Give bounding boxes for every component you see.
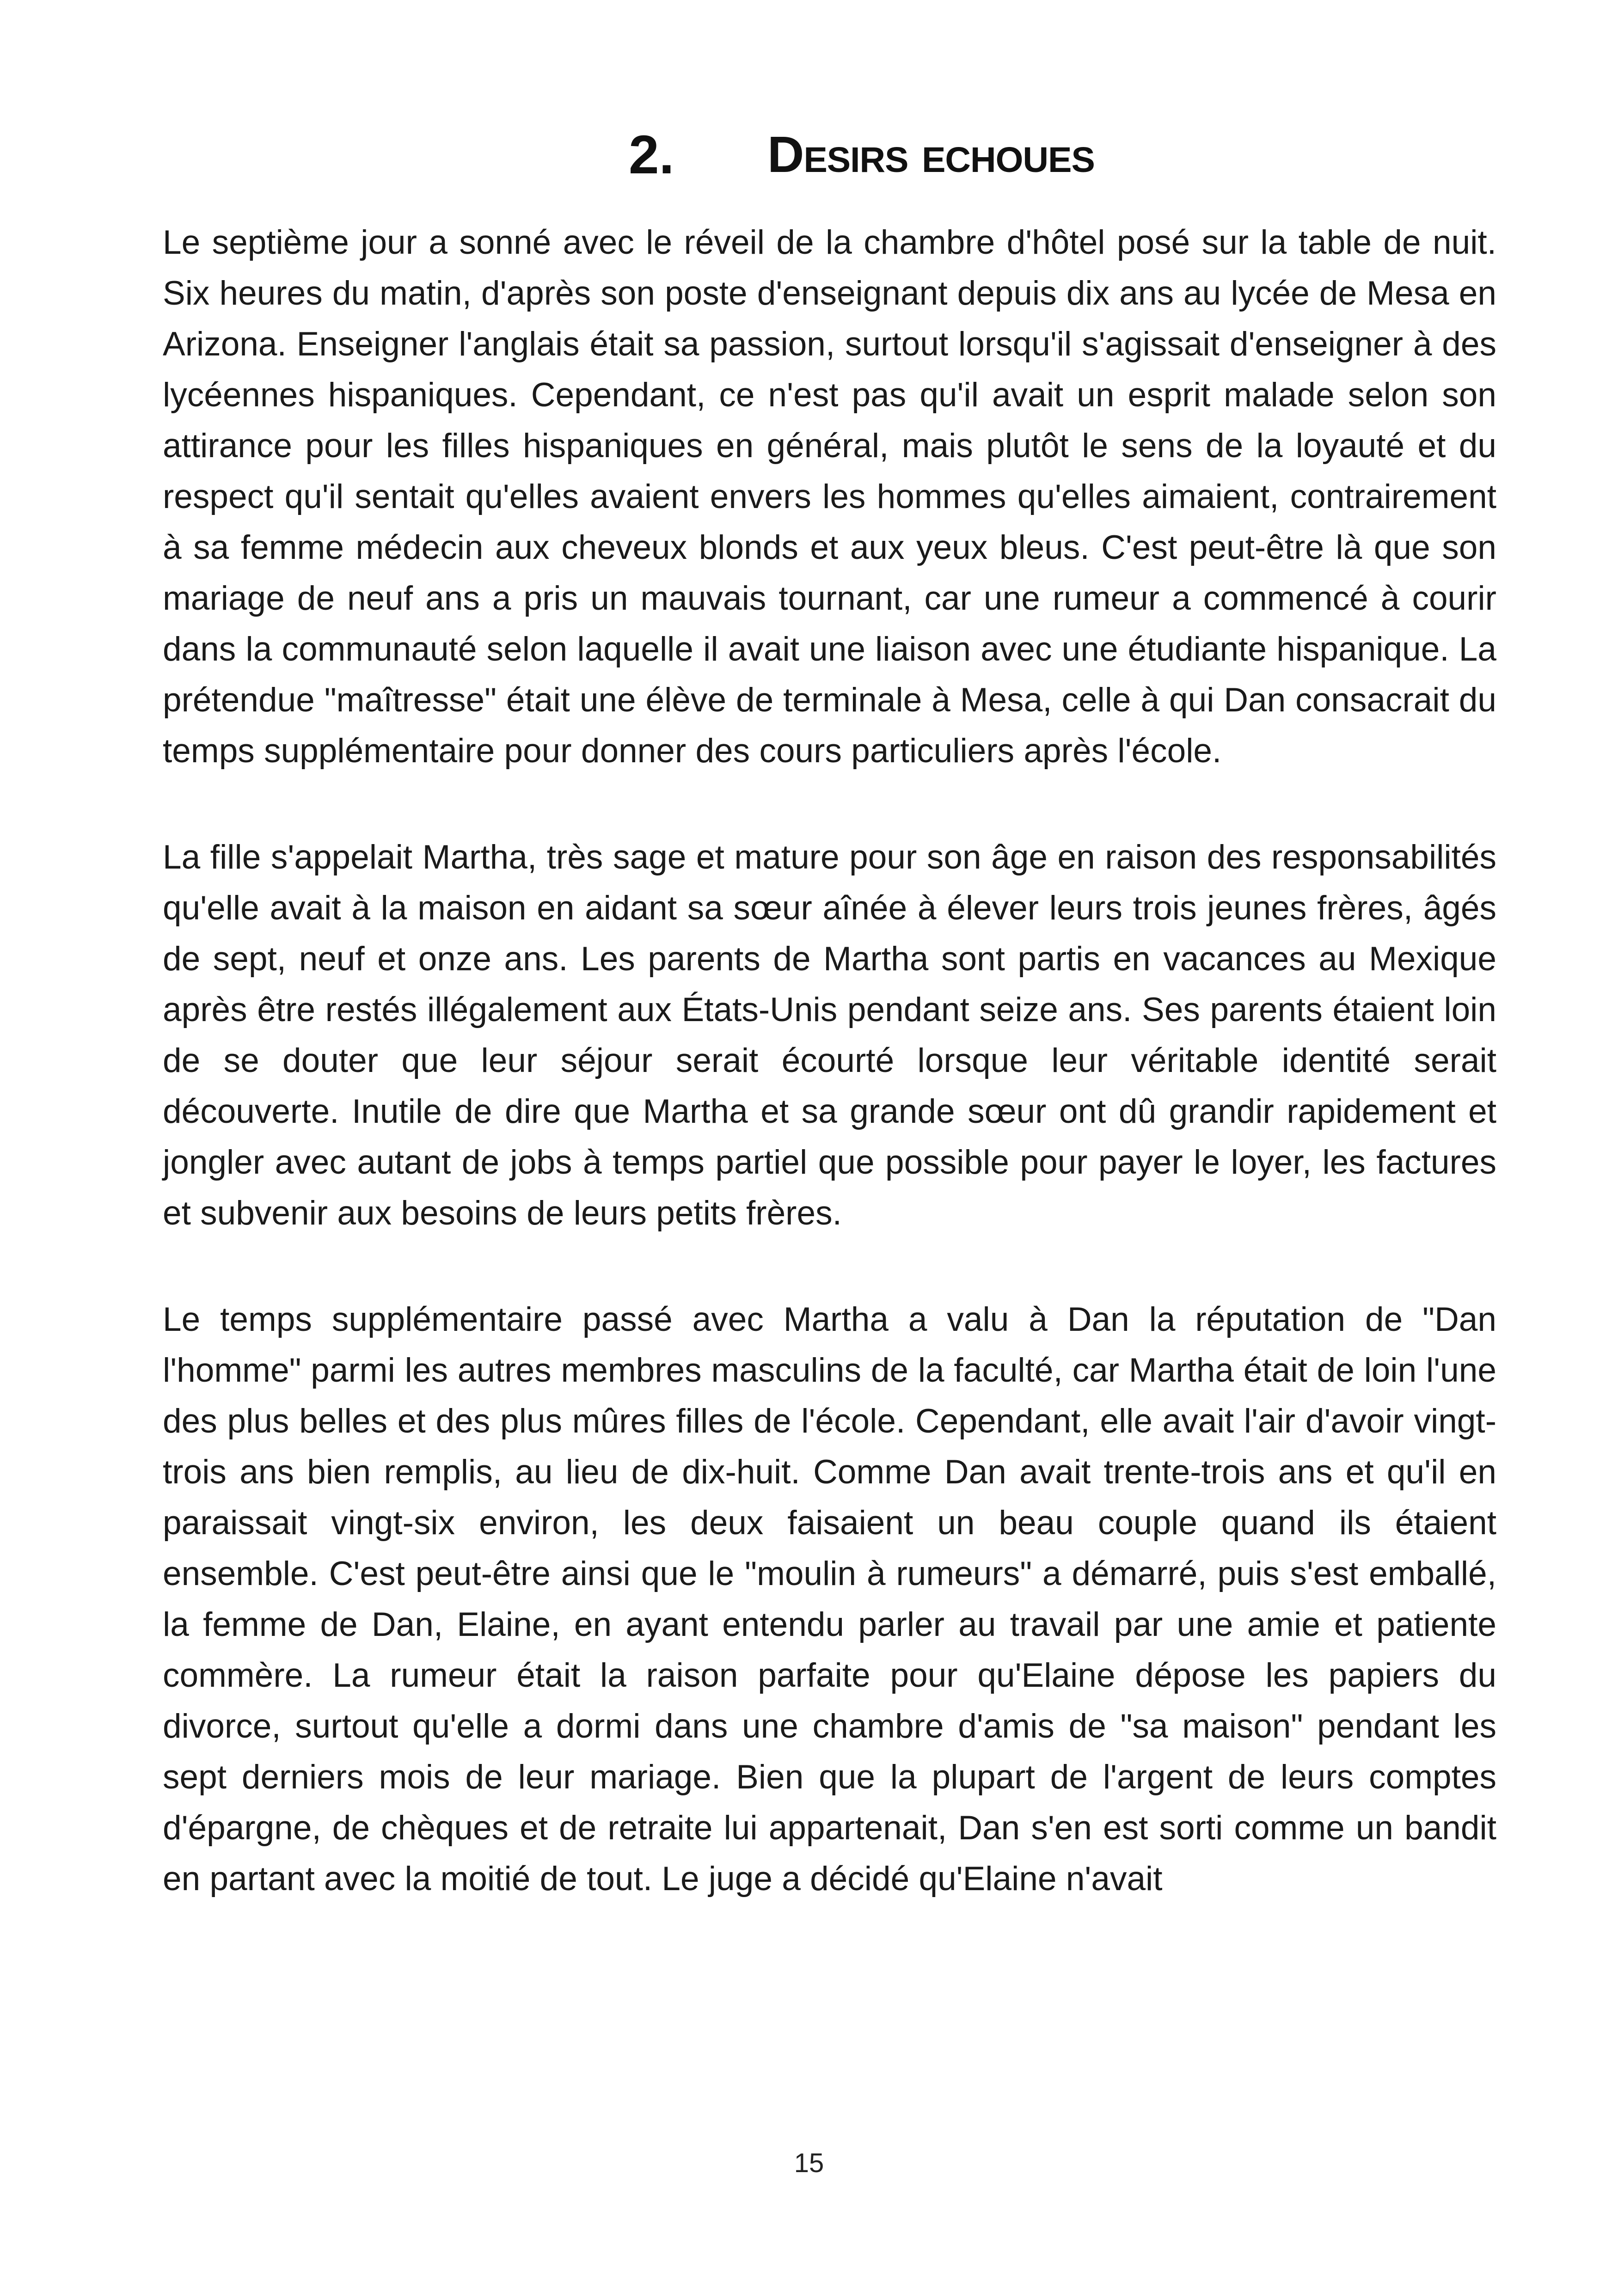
paragraph: Le septième jour a sonné avec le réveil de la chambre d'hôtel posé sur la table de nuit. Six heures du matin, d'après son poste d'enseignant depuis dix ans au lycée de Mesa en Arizona. Enseigner l'anglais était sa passion, surtout lorsqu'il s'agissait d'enseigner à des lycéennes hispaniques. Cependant, ce n'est pas qu'il avait un esprit malade selon son attirance pour les filles hispaniques en général, mais plutôt le sens de la loyauté et du respect qu'il sentait qu'elles avaient envers les hommes qu'elles aimaient, contrairement à sa femme médecin aux cheveux blonds et aux yeux bleus. C'est peut-être là que son mariage de neuf ans a pris un mauvais tournant, car une rumeur a commencé à courir dans la communauté selon laquelle il avait une liaison avec une étudiante hispanique. La prétendue "maîtresse" était une élève de terminale à Mesa, celle à qui Dan consacrait du temps supplémentaire pour donner des cours particuliers après l'école. bbox=[163, 224, 1496, 770]
paragraph: La fille s'appelait Martha, très sage et mature pour son âge en raison des responsabilités qu'elle avait à la maison en aidant sa sœur aînée à élever leurs trois jeunes frères, âgés de sept, neuf et onze ans. Les parents de Martha sont partis en vacances au Mexique après être restés illégalement aux États-Unis pendant seize ans. Ses parents étaient loin de se douter que leur séjour serait écourté lorsque leur véritable identité serait découverte. Inutile de dire que Martha et sa grande sœur ont dû grandir rapidement et jongler avec autant de jobs à temps partiel que possible pour payer le loyer, les factures et subvenir aux besoins de leurs petits frères. bbox=[163, 839, 1496, 1232]
paragraph: Le temps supplémentaire passé avec Martha a valu à Dan la réputation de "Dan l'homme" parmi les autres membres masculins de la faculté, car Martha était de loin l'une des plus belles et des plus mûres filles de l'école. Cependant, elle avait l'air d'avoir vingt-trois ans bien remplis, au lieu de dix-huit. Comme Dan avait trente-trois ans et qu'il en paraissait vingt-six environ, les deux faisaient un beau couple quand ils étaient ensemble. C'est peut-être ainsi que le "moulin à rumeurs" a démarré, puis s'est emballé, la femme de Dan, Elaine, en ayant entendu parler au travail par une amie et patiente commère. La rumeur était la raison parfaite pour qu'Elaine dépose les papiers du divorce, surtout qu'elle a dormi dans une chambre d'amis de "sa maison" pendant les sept derniers mois de leur mariage. Bien que la plupart de l'argent de leurs comptes d'épargne, de chèques et de retraite lui appartenait, Dan s'en est sorti comme un bandit en partant avec la moitié de tout. Le juge a décidé qu'Elaine n'avait bbox=[163, 1301, 1496, 1898]
chapter-title: Desirs echoues bbox=[767, 126, 1095, 183]
chapter-heading bbox=[629, 116, 1276, 194]
chapter-body bbox=[163, 217, 1496, 1960]
chapter-number: 2. bbox=[629, 124, 674, 185]
page-number: 15 bbox=[794, 2148, 824, 2178]
